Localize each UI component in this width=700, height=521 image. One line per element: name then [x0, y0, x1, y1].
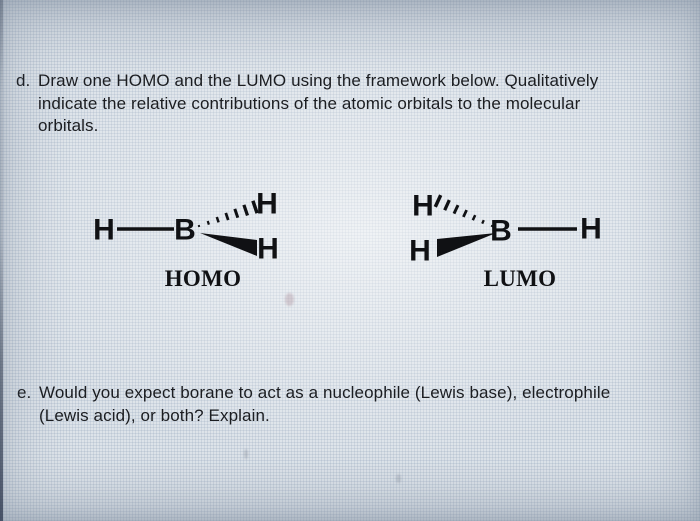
question-d-text	[38, 70, 598, 138]
homo-atom-bottom-right-h: H	[257, 232, 279, 266]
homo-caption: HOMO	[164, 266, 242, 291]
lumo-atom-boron: B	[490, 214, 512, 248]
homo-solid-wedge-bond	[200, 233, 257, 256]
homo-structure	[85, 183, 295, 268]
lumo-structure	[400, 183, 615, 268]
question-e-line-1: Would you expect borane to act as a nucleophile (Lewis base), electrophile	[39, 383, 611, 402]
lumo-caption: LUMO	[483, 266, 557, 291]
question-d-line-1: Draw one HOMO and the LUMO using the framework below. Qualitatively	[38, 71, 599, 90]
smudge-mark	[244, 449, 248, 459]
lumo-atom-bottom-left-h: H	[409, 234, 431, 268]
photo-left-edge-shadow	[0, 0, 3, 521]
question-e-line-2: (Lewis acid), or both? Explain.	[39, 405, 270, 425]
homo-atom-boron: B	[174, 213, 196, 247]
homo-atom-left-h: H	[93, 213, 115, 247]
lumo-atom-top-left-h: H	[412, 189, 434, 223]
question-d	[16, 70, 688, 138]
question-e-text	[39, 382, 610, 427]
homo-atom-top-right-h: H	[256, 187, 278, 221]
smudge-mark	[396, 474, 401, 483]
homo-hashed-wedge-bond	[199, 201, 257, 227]
question-d-line-2: indicate the relative contributions of the atomic orbitals to the molecular	[38, 93, 581, 113]
question-e	[17, 382, 689, 427]
question-d-label: d.	[16, 71, 31, 90]
lumo-atom-right-h: H	[580, 212, 602, 246]
question-d-line-3: orbitals.	[38, 116, 99, 135]
smudge-mark	[285, 293, 294, 306]
lumo-solid-wedge-bond	[437, 233, 496, 257]
lumo-hashed-wedge-bond	[435, 195, 492, 227]
question-e-label: e.	[17, 383, 32, 402]
